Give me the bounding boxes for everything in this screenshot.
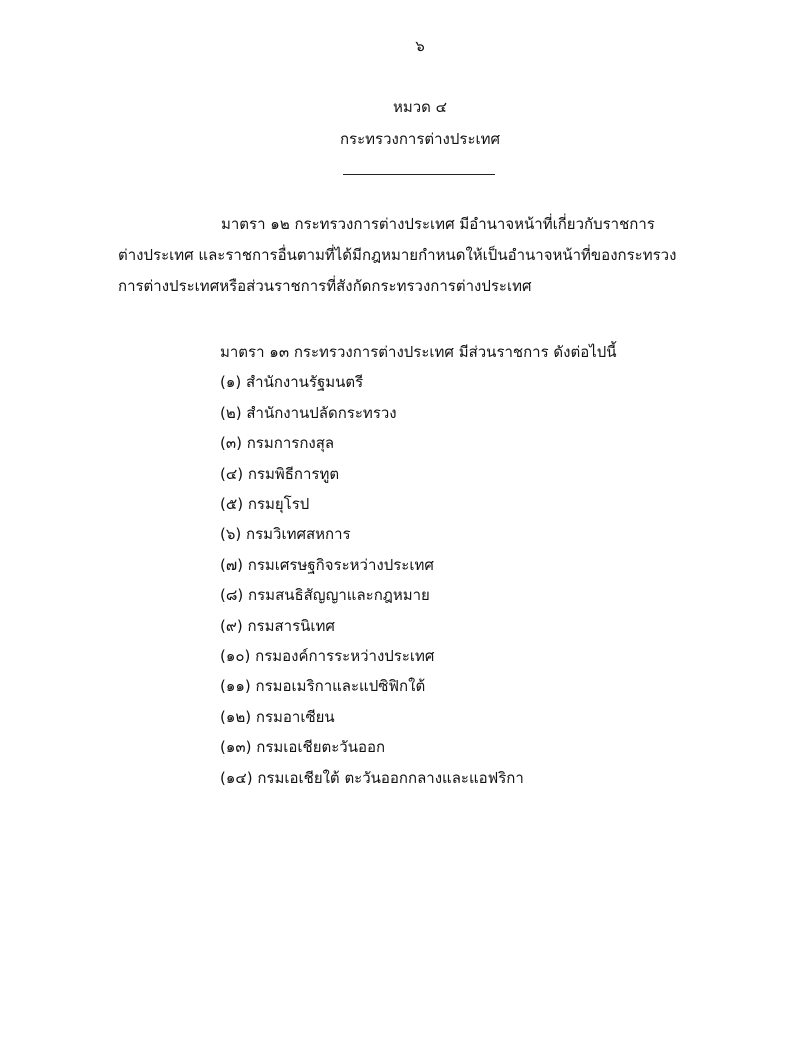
agency-item: (๑๓) กรมเอเชียตะวันออก [220,738,386,757]
heading-divider [343,174,495,175]
agency-item: (๑๑) กรมอเมริกาและแปซิฟิกใต้ [220,677,426,696]
section-13-list [220,337,617,793]
section-12-line: ต่างประเทศ และราชการอื่นตามที่ได้มีกฎหมายกำหนดให้เป็นอำนาจหน้าที่ของกระทรวง [118,246,677,264]
agency-item: (๑) สำนักงานรัฐมนตรี [220,373,364,392]
agency-item: (๖) กรมวิเทศสหการ [220,525,351,544]
page-number: ๖ [415,37,425,55]
section-13-intro: มาตรา ๑๓ กระทรวงการต่างประเทศ มีส่วนราชการ ดังต่อไปนี้ [220,343,617,361]
ministry-heading: กระทรวงการต่างประเทศ [339,130,501,148]
agency-item: (๙) กรมสารนิเทศ [220,616,335,635]
agency-item: (๓) กรมการกงสุล [220,434,335,453]
agency-item: (๘) กรมสนธิสัญญาและกฎหมาย [220,586,430,605]
section-12-line: มาตรา ๑๒ กระทรวงการต่างประเทศ มีอำนาจหน้าที่เกี่ยวกับราชการ [221,215,655,233]
agency-item: (๕) กรมยุโรป [220,495,310,514]
section-12-paragraph [118,209,677,302]
agency-item: (๔) กรมพิธีการทูต [220,464,340,483]
agency-item: (๑๒) กรมอาเซียน [220,707,335,726]
section-12-line: การต่างประเทศหรือส่วนราชการที่สังกัดกระทรวงการต่างประเทศ [118,277,532,295]
chapter-heading: หมวด ๔ [392,98,448,116]
agency-item: (๑๔) กรมเอเชียใต้ ตะวันออกกลางและแอฟริกา [220,768,524,787]
agency-item: (๒) สำนักงานปลัดกระทรวง [220,403,397,422]
agency-item: (๑๐) กรมองค์การระหว่างประเทศ [220,647,435,666]
agency-item: (๗) กรมเศรษฐกิจระหว่างประเทศ [220,555,434,574]
